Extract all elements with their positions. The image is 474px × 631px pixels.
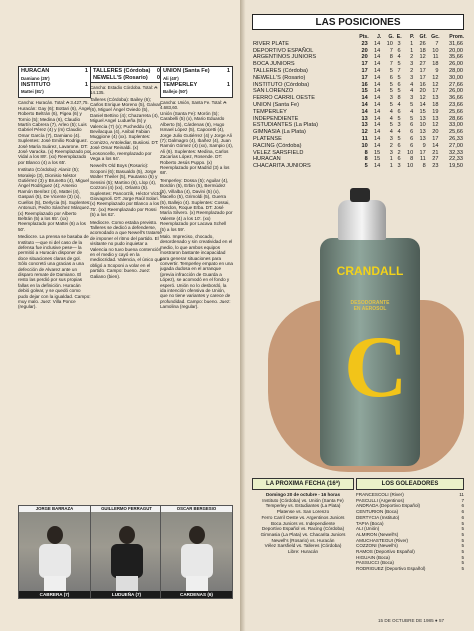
scorer-row: PASSUCCI (Boca) 5 — [356, 560, 464, 566]
next-match: Vélez Sarsfield vs. Talleres (Córdoba) — [264, 543, 342, 549]
scoreboard-1: HURACAN 1 Damiano (25') INSTITUTO 1 Mattei (81') — [18, 66, 91, 98]
player-photo-3: OSCAR BERGESIO CARDENAS (6) — [160, 505, 233, 599]
standings-header: P. — [409, 34, 415, 40]
scorer-row: HIGUAIN (Boca) 5 — [356, 554, 464, 560]
next-match: Gimnasia (La Plata) vs. Chacarita Juniors — [260, 531, 346, 537]
next-match: Newell's (Rosario) vs. Huracán — [271, 537, 335, 543]
scorer-row: ANDRADA (Deportivo Español) 6 — [356, 503, 464, 509]
standings-row: RIVER PLATE 23 14 10 3 1 26 7 31,66 — [253, 40, 463, 47]
standings-row: CHACARITA JUNIORS 5 14 1 3 10 8 23 19,50 — [253, 163, 463, 170]
ad-nozzle — [350, 188, 370, 202]
standings-header: Gf. — [419, 34, 427, 40]
standings-header: Gc. — [431, 34, 440, 40]
standings-row: NEWELL'S (Rosario) 17 14 6 5 3 17 12 30,00 — [253, 74, 463, 81]
scorer-row: RAMOS (Deportivo Español) 5 — [356, 549, 464, 555]
standings-row: TEMPERLEY 14 14 4 6 4 15 19 25,66 — [253, 108, 463, 115]
player-photo-1: JORGE BARRAZA CABRERA (7) — [18, 505, 91, 599]
venue: Cancha: Unión, Santa Fe. Total: ₳ 4.683,60. — [160, 99, 227, 110]
standings-row: VELEZ SARSFIELD 8 15 3 2 10 17 21 32,33 — [253, 149, 463, 156]
lineup-away: Instituto (Córdoba): Alaniz (5); Moralejo (3), Dionisio Néstor Gutiérrez (3) y Brunetto (4), Miguel Ángel Rodríguez (4); Arsenio Ramón Benítez (4), Mattei (4), Gaspari (5), De Vicente (3) (x), Cuellos (5), Derlycia (5). Suplentes: Antonuzi, Pedro Sánchez Márquez. (x) Reemplazado por Alberto Beltrán (5) a los 65'. (xx) Reemplazado por Mattei (6) a los 50'. — [18, 167, 91, 232]
match-report-1 — [18, 66, 91, 310]
lineup-home: Huracán: Gay (6); Bottari (6), Ángel Roberto Beltrán (6), Pigea (6) y Tornio (5); Medina (6), Claudio Martín Cabrera (7), Arleo (5); Luis Gabriel Pérez (4) y (m) Claudio Omar García (7), Damiano (4). Suplentes: José Emilio Rodriguez. José María Suárez, Lavarone. DT: José Varacka. (x) Reemplazado por Vidal a los 89'. (xx) Reemplazado por Blanco (4) a los 65'. — [18, 105, 91, 165]
standings-row: TALLERES (Córdoba) 17 14 5 7 2 17 9 28,00 — [253, 67, 463, 74]
match-report-3 — [160, 66, 233, 310]
venue: Cancha: Estadio Córdoba. Total: ₳ 14.135. — [90, 85, 158, 96]
standings-header: Prom. — [449, 34, 464, 40]
scorers-list — [356, 492, 464, 572]
standings-table — [252, 34, 464, 170]
standings-header: Pts. — [359, 34, 369, 40]
standings-row: HURACAN 8 15 1 6 8 11 27 22,33 — [253, 156, 463, 163]
scorer-row: ALMIRON (Newell's) 5 — [356, 531, 464, 537]
standings-title: LAS POSICIONES — [252, 14, 464, 30]
scorer-row: CENTURION (Boca) 6 — [356, 509, 464, 515]
standings-row: ARGENTINOS JUNIORS 20 14 8 4 2 12 11 35,66 — [253, 54, 463, 61]
venue: Cancha: Huracán. Total: ₳ 3.427,75. — [18, 99, 89, 105]
scorer-row: ALI (Unión) 5 — [356, 526, 464, 532]
standings-header: G. — [388, 34, 394, 40]
match-comment: Mediocre. Como estaba previsto. Talleres se dedicó a defenderse, acomodado a que Newell's tratarse de imponer el ritmo del partido. El visitante no pudo inquietar a Valencia no tuvo buena contención en el medio y cayó en la mediocridad. Valencia, el único que obligó a Scoponi a volar en el partido. Campo: bueno. Juez: Galiano (bien). — [90, 219, 163, 279]
player-photo-2: GUILLERMO FERRAGUT LUDUEÑA (7) — [90, 505, 163, 599]
ad-can-cap — [338, 200, 386, 240]
standings-row: RACING (Córdoba) 10 14 2 6 6 9 14 27,00 — [253, 142, 463, 149]
next-round-list: Domingo 20 de octubre - 16 horas Instituto (Córdoba) vs. Unión (Santa Fe) Temperley vs. Estudiantes (La Plata) Platense vs. San Lorenzo Ferro Carril Oeste vs. Argentinos Juniors Boca Juniors vs. Independiente Deportivo Español vs. Racing (Córdoba) Gimnasia (La Plata) vs. Chacarita Juniors Newell's (Rosario) vs. Huracán Vélez Sarsfield vs. Talleres (Córdoba) Libre: Huracán — [252, 492, 354, 555]
standings-row: PLATENSE 11 14 3 5 6 13 17 26,33 — [253, 135, 463, 142]
next-match: Platense vs. San Lorenzo — [276, 509, 330, 515]
standings-header: J. — [376, 34, 382, 40]
match-comment: Mediocre. La prensa se basaba de Instituto —que ni del caso de la defensa fue inclusive pese— la permitió a Huracán disponer de doce situaciones claras de gol. Sólo concretó una gracias a una defección de Alvarez ante un disparo remate de Damiano. El resto las perdió por sus propias fallas en la definición. Huracán debió golear, y se quedó como pudo dejar con la igualdad. Campo: muy malo. Juez: Villa Ponce (regular). — [18, 234, 91, 310]
next-match: Instituto (Córdoba) vs. Unión (Santa Fe) — [262, 497, 344, 503]
scorer-row: FRANCESCOLI (River) 11 — [356, 492, 464, 497]
scoreboard-3: UNION (Santa Fe) 1 Ali (40') TEMPERLEY 1 Ballejo (50') — [160, 66, 233, 98]
standings-row: INSTITUTO (Córdoba) 16 14 5 6 4 16 12 27,66 — [253, 81, 463, 88]
lineup-away: Newell's Old Boys (Rosario): Scoponi (6); Basualdo (5), Jorge Walter Theiler (5), Pautasso (5) y Sensini (5); Martino (6), Llop (4), Cozzoni (4) (xx), Orlanto (5). Suplentes: Pancorzik, Héctor Victor Giovagnoli. DT: Jorge Raúl Solari. (x) Reemplazado por Blanco a los 75'. (xx) Reemplazado por Rossi (5) a los 62'. — [90, 163, 163, 218]
scorer-row: PASCULLI (Argentinos) 7 — [356, 497, 464, 503]
scorer-row: AMUCHASTEGUI (River) 5 — [356, 537, 464, 543]
standings-row: ESTUDIANTES (La Plata) 13 14 5 3 6 10 12 33,00 — [253, 122, 463, 129]
standings-row: INDEPENDIENTE 13 14 4 5 5 13 13 28,66 — [253, 115, 463, 122]
scorer-row: TAPIA (Boca) 5 — [356, 520, 464, 526]
match-comment: Malo. Impreciso, chocado, desordenado y sin creatividad en el medio, lo que ambos equipos mostraron bastante incapacidad para generar situaciones para convertir. Temperley empato en una jugada dudosa en el arranque (previa infracción de Guarda a López), se acomodó en el fondo y esperó. Unión no lo desbordó, la ida intención ofensiva de Unión, que no tiene variantes y carece de profundidad. Campo: bueno. Juez: Lamolina (regular). — [160, 233, 233, 310]
match-report-2 — [90, 66, 163, 279]
scorers-title: LOS GOLEADORES — [356, 478, 464, 490]
next-round-title: LA PROXIMA FECHA (16ª) — [252, 478, 354, 490]
next-match: Ferro Carril Oeste vs. Argentinos Juniors — [261, 514, 345, 520]
standings-row: UNION (Santa Fe) 14 14 5 4 5 14 18 23,66 — [253, 101, 463, 108]
ad-logo: C — [344, 319, 408, 416]
page-footer: 15 DE OCTUBRE DE 1985 ● 57 — [378, 618, 445, 623]
ad-brand: CRANDALL — [336, 264, 404, 278]
scorer-row: RODRIGUEZ (Deportivo Español) 5 — [356, 566, 464, 572]
standings-row: SAN LORENZO 15 14 5 5 4 20 17 26,00 — [253, 88, 463, 95]
lineup-home: Unión (Santa Fe): Morón (5); Carabelli (5) (x), Mario Eduardo Alberto (5), Cárdenas (6), Hugo Ismael López (5), Capocetti (4), Jorge Julio Gutiérrez (4) y Jorge Ali (7); Dalmagro (4), Ibañez (4), Juan Ramón Gómez (4) (xx), Sampio (4), Ali (6). Suplentes: Medina, Carlos Zacarías López, Rosende. DT: Roberto Jesús Puppo. (x) Reemplazado por Madrid (3) a los 68'. — [160, 111, 233, 176]
standings-row: BOCA JUNIORS 17 14 7 5 3 27 18 26,00 — [253, 61, 463, 68]
scorer-row: COZZONI (Newell's) 5 — [356, 543, 464, 549]
next-match: Temperley vs. Estudiantes (La Plata) — [265, 503, 341, 509]
next-match: Libre: Huracán — [287, 549, 319, 555]
next-match: Boca Juniors vs. Independiente — [270, 520, 336, 526]
standings-row: DEPORTIVO ESPAÑOL 20 14 7 6 1 18 10 20,00 — [253, 47, 463, 54]
scoreboard-2: TALLERES (Córdoba) 0 NEWELL'S (Rosario) 0 — [90, 66, 163, 83]
standings-row: GIMNASIA (La Plata) 12 14 4 4 6 13 20 25,66 — [253, 129, 463, 136]
standings-header: E. — [396, 34, 402, 40]
lineup-home: Talleres (Córdoba): Bailey (6); Carlos Enrique Moreno (5), Galvan (6), Miguel Ángel Oviedo (5), Daniel Bettino (4); Chazarreta (4), Miguel Angel Ludueña (5) y Valencia (7) (x); Pucheddu (4), Bevilacqua (4), Anibal Fabian Muggione (4) (xx). Suplentes: Comizzo, Antolediar, Busiiosi. DT: José Omar Reinaldi. (x) Leosoncello, reemplazado por Vega a los 64'. — [90, 96, 162, 162]
next-match: Deportivo Español vs. Racing (Córdoba) — [261, 526, 345, 532]
ad-tagline: DESODORANTE EN AEROSOL — [350, 300, 390, 312]
scorer-row: DERTYCIA (Instituto) 6 — [356, 514, 464, 520]
lineup-away: Temperley: Dossa (5); Aguilar (4), Bordón (5), Erbin (5), Bermúdez (5), Villalba (4), Davini (5) (x), Macello (5), Grimoldi (5), Guerra (5), Ballejo (4). Suplentes: Cossai, Rendon, Roque Erba. DT: José María Silvero. (x) Reemplazado por Valente (4) a los 10'. (xx) Reemplazado por Lacava Schell (5) a los 59'. — [160, 177, 233, 232]
standings-row: FERRO CARRIL OESTE 14 14 3 8 3 12 13 36,66 — [253, 95, 463, 102]
